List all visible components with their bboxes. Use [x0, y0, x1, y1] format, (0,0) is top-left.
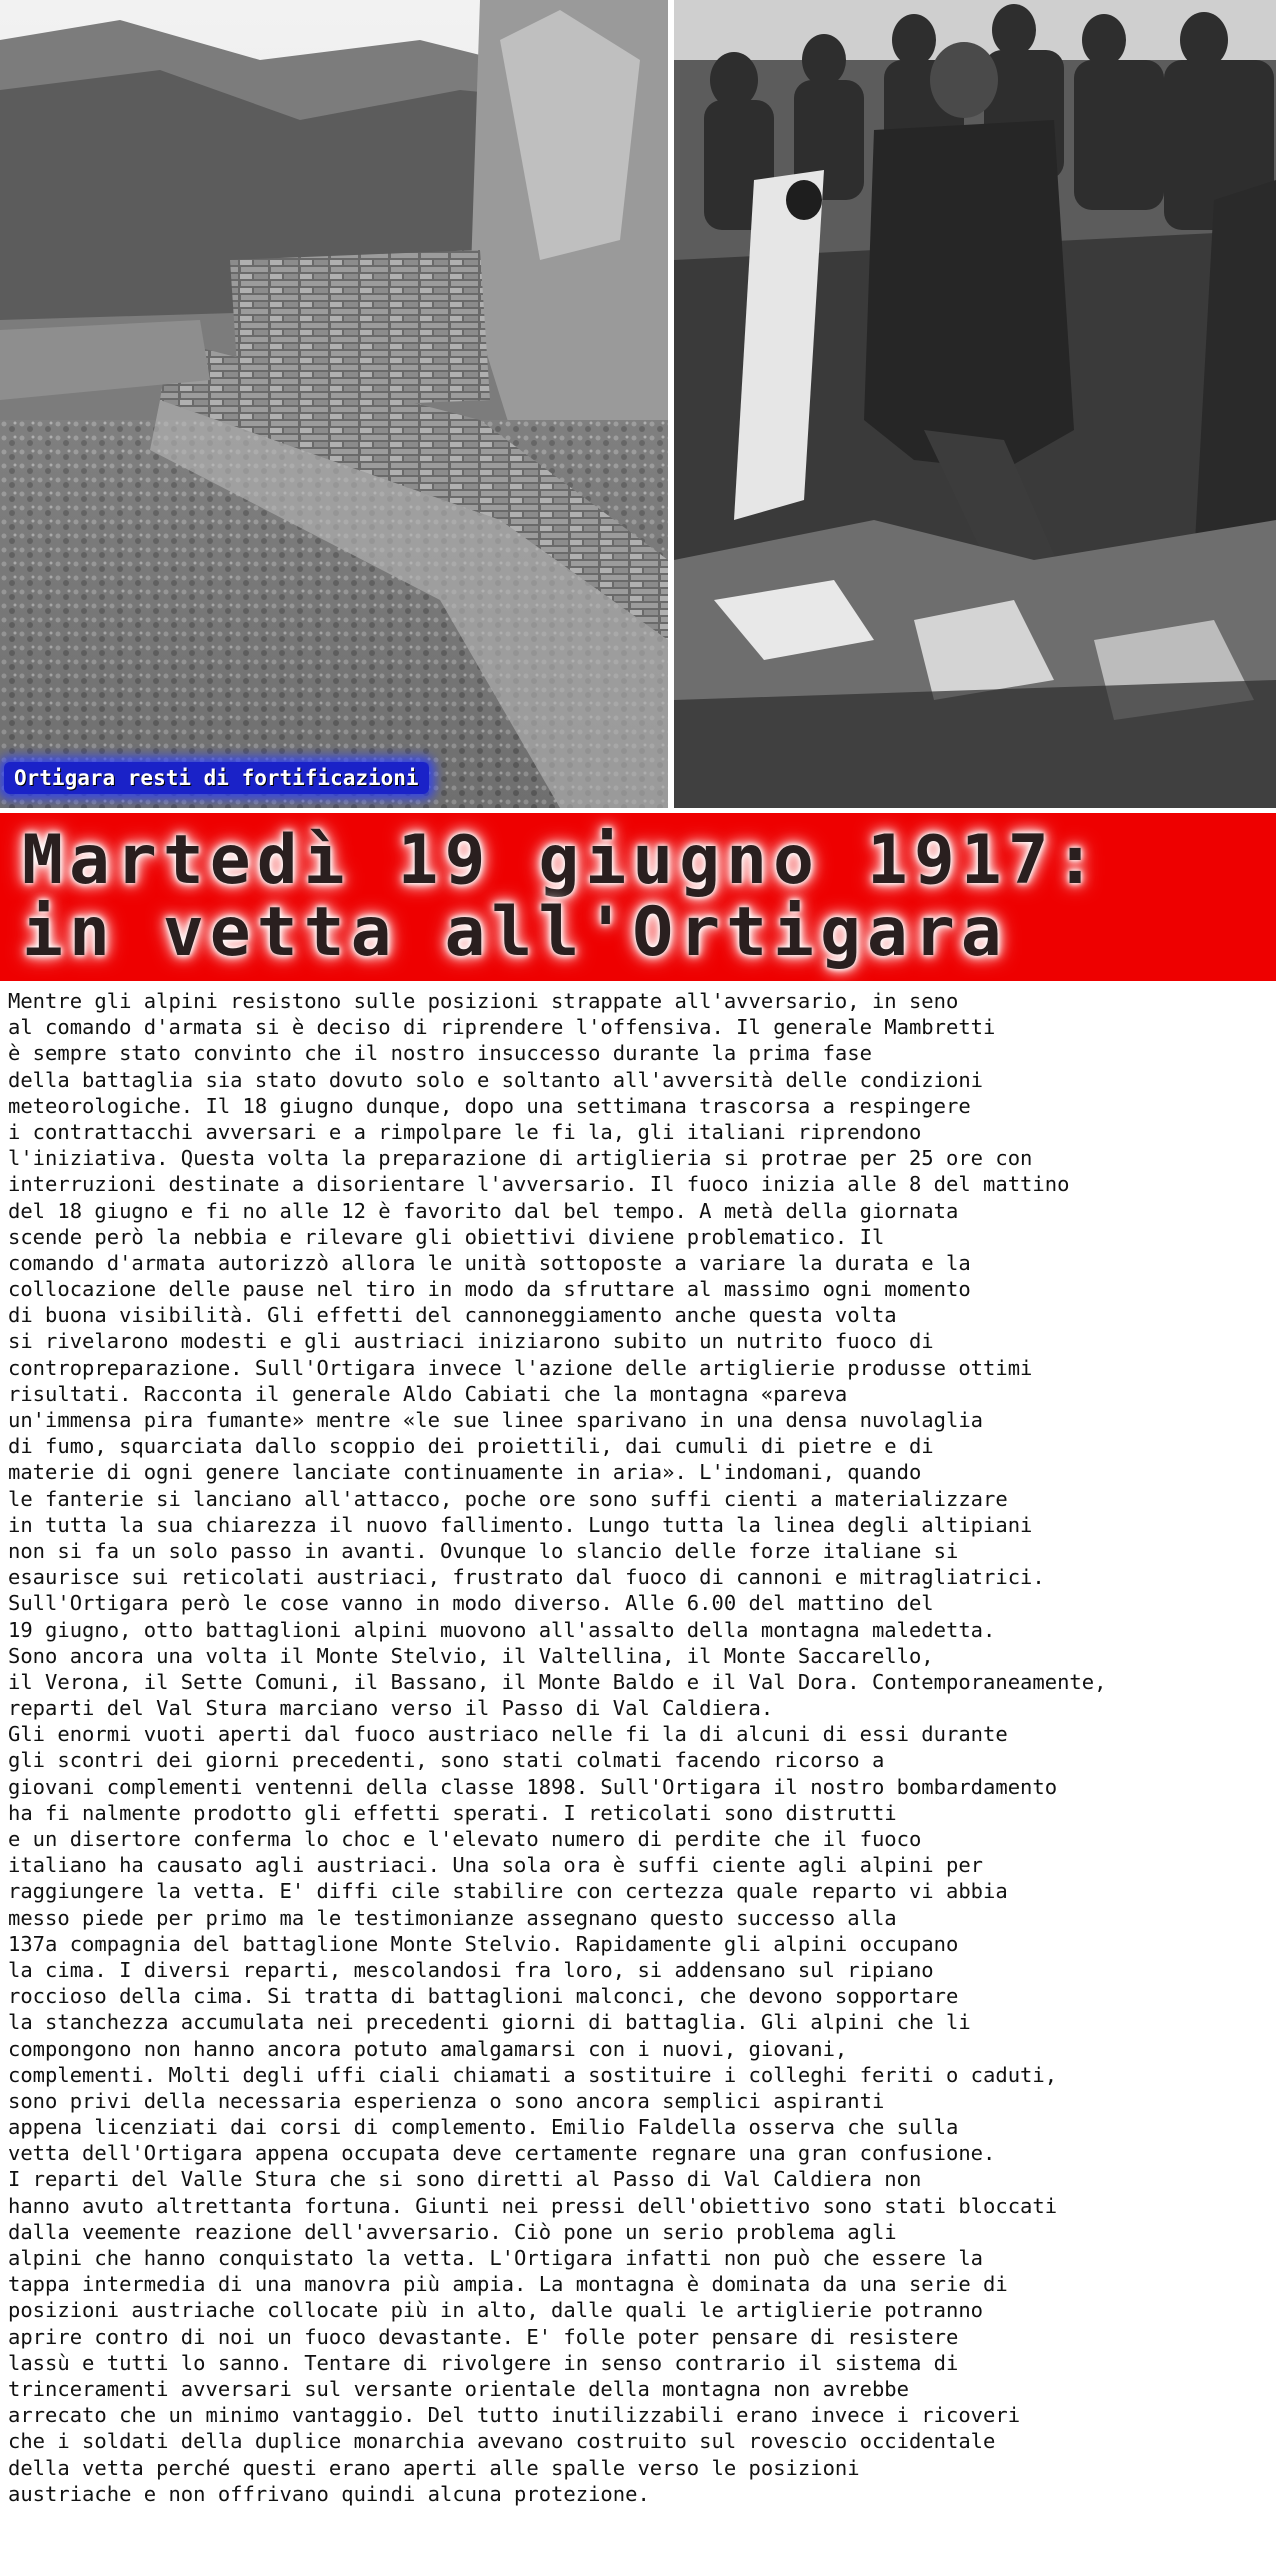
article-line: alpini che hanno conquistato la vetta. L'Ortigara infatti non può che essere la [8, 2246, 984, 2270]
article-line: meteorologiche. Il 18 giugno dunque, dopo una settimana trascorsa a respingere [8, 1093, 971, 1118]
article-line: giovani complementi ventenni della classe 1898. Sull'Ortigara il nostro bombardamento [8, 1774, 1058, 1799]
article-line: collocazione delle pause nel tiro in modo da sfruttare al massimo ogni momento [8, 1277, 971, 1302]
article-line: italiano ha causato agli austriaci. Una sola ora è suffi ciente agli alpini per [8, 1853, 984, 1878]
article-line: aprire contro di noi un fuoco devastante. E' folle poter pensare di resistere [8, 2324, 959, 2349]
article-line: hanno avuto altrettanta fortuna. Giunti nei pressi dell'obiettivo sono stati bloccati [8, 2193, 1058, 2218]
article-line: si rivelarono modesti e gli austriaci iniziarono subito un nutrito fuoco di [8, 1329, 934, 1354]
article-line: non si fa un solo passo in avanti. Ovunque lo slancio delle forze italiane si [8, 1538, 959, 1563]
article-line: ha fi nalmente prodotto gli effetti sperati. I reticolati sono distrutti [8, 1800, 897, 1825]
article-line: i contrattacchi avversari e a rimpolpare le fi la, gli italiani riprendono [8, 1119, 922, 1144]
photo-caption: Ortigara resti di fortificazioni [4, 762, 429, 794]
article-line: e un disertore conferma lo choc e l'elevato numero di perdite che il fuoco [8, 1827, 922, 1851]
article-line: scende però la nebbia e rilevare gli obiettivi diviene problematico. Il [8, 1224, 885, 1249]
article-line: trinceramenti avversari sul versante orientale della montagna non avrebbe [8, 2376, 909, 2401]
article-line: al comando d'armata si è deciso di riprendere l'offensiva. Il generale Mambretti [8, 1015, 996, 1040]
article-line: austriache e non offrivano quindi alcuna protezione. [8, 2481, 650, 2506]
article-line: sono privi della necessaria esperienza o sono ancora semplici aspiranti [8, 2088, 885, 2113]
article-line: messo piede per primo ma le testimonianze assegnano questo successo alla [8, 1905, 897, 1930]
article-line: complementi. Molti degli uffi ciali chiamati a sostituire i colleghi feriti o caduti, [8, 2062, 1058, 2087]
article-line: contropreparazione. Sull'Ortigara invece l'azione delle artiglierie produsse ottimi [8, 1355, 1033, 1380]
article-line: compongono non hanno ancora potuto amalgamarsi con i nuovi, giovani, [8, 2036, 848, 2061]
article-line: posizioni austriache collocate più in alto, dalle quali le artiglierie potranno [8, 2298, 984, 2323]
article-line: la stanchezza accumulata nei precedenti giorni di battaglia. Gli alpini che li [8, 2010, 971, 2035]
article-line: esaurisce sui reticolati austriaci, frustrato dal fuoco di cannoni e mitragliatrici. [8, 1565, 1045, 1590]
soldiers-mass-photo [674, 0, 1276, 808]
article-line: l'iniziativa. Questa volta la preparazione di artiglieria si protrae per 25 ore con [8, 1146, 1033, 1171]
article-line: reparti del Val Stura marciano verso il Passo di Val Caldiera. [8, 1696, 774, 1721]
fortification-ruins-image [0, 0, 668, 808]
article-line: un'immensa pira fumante» mentre «le sue linee sparivano in una densa nuvolaglia [8, 1408, 984, 1432]
article-line: lassù e tutti lo sanno. Tentare di rivolgere in senso contrario il sistema di [8, 2350, 959, 2375]
article-line: Mentre gli alpini resistono sulle posizioni strappate all'avversario, in seno [8, 989, 959, 1013]
article-line: gli scontri dei giorni precedenti, sono stati colmati facendo ricorso a [8, 1748, 885, 1773]
article-line: roccioso della cima. Si tratta di battaglioni malconci, che devono sopportare [8, 1984, 959, 2009]
article-line: che i soldati della duplice monarchia avevano costruito sul rovescio occidentale [8, 2429, 996, 2454]
article-line: è sempre stato convinto che il nostro insuccesso durante la prima fase [8, 1041, 872, 1066]
photo-strip [0, 0, 1276, 808]
article-line: comando d'armata autorizzò allora le unità sottoposte a variare la durata e la [8, 1250, 971, 1275]
article-line: le fanterie si lanciano all'attacco, poche ore sono suffi cienti a materializzare [8, 1486, 1008, 1511]
article-line: interruzioni destinate a disorientare l'avversario. Il fuoco inizia alle 8 del mattino [8, 1172, 1070, 1197]
article-line: 137a compagnia del battaglione Monte Stelvio. Rapidamente gli alpini occupano [8, 1931, 959, 1956]
article-line: risultati. Racconta il generale Aldo Cabiati che la montagna «pareva [8, 1381, 848, 1406]
article-line: 19 giugno, otto battaglioni alpini muovono all'assalto della montagna maledetta. [8, 1617, 996, 1642]
article-line: Gli enormi vuoti aperti dal fuoco austriaco nelle fi la di alcuni di essi durante [8, 1722, 1008, 1747]
title-line-1: Martedì 19 giugno 1917: [22, 821, 1102, 900]
article-line: di buona visibilità. Gli effetti del cannoneggiamento anche questa volta [8, 1303, 897, 1328]
title-banner [0, 813, 1276, 981]
article-line: in tutta la sua chiarezza il nuovo fallimento. Lungo tutta la linea degli altipiani [8, 1512, 1033, 1537]
article-body [8, 988, 1270, 2507]
article-line: Sull'Ortigara però le cose vanno in modo diverso. Alle 6.00 del mattino del [8, 1591, 934, 1616]
article-line: di fumo, squarciata dallo scoppio dei proiettili, dai cumuli di pietre e di [8, 1434, 934, 1459]
soldiers-mass-image [674, 0, 1276, 808]
article-line: appena licenziati dai corsi di complemento. Emilio Faldella osserva che sulla [8, 2115, 959, 2140]
article-line: Sono ancora una volta il Monte Stelvio, il Valtellina, il Monte Saccarello, [8, 1643, 934, 1668]
article-line: materie di ogni genere lanciate continuamente in aria». L'indomani, quando [8, 1460, 922, 1485]
article-line: il Verona, il Sette Comuni, il Bassano, il Monte Baldo e il Val Dora. Contemporaneamente, [8, 1669, 1107, 1694]
title-line-2: in vetta all'Ortigara [22, 893, 1008, 972]
article-line: della vetta perché questi erano aperti alle spalle verso le posizioni [8, 2455, 860, 2480]
article-line: dalla veemente reazione dell'avversario. Ciò pone un serio problema agli [8, 2219, 897, 2244]
article-line: la cima. I diversi reparti, mescolandosi fra loro, si addensano sul ripiano [8, 1957, 934, 1982]
fortification-ruins-photo [0, 0, 668, 808]
article-line: I reparti del Valle Stura che si sono diretti al Passo di Val Caldiera non [8, 2167, 922, 2192]
article-line: tappa intermedia di una manovra più ampia. La montagna è dominata da una serie di [8, 2272, 1008, 2297]
article-line: vetta dell'Ortigara appena occupata deve certamente regnare una gran confusione. [8, 2141, 996, 2166]
article-line: del 18 giugno e fi no alle 12 è favorito dal bel tempo. A metà della giornata [8, 1198, 959, 1223]
article-line: raggiungere la vetta. E' diffi cile stabilire con certezza quale reparto vi abbia [8, 1879, 1008, 1904]
article-line: arrecato che un minimo vantaggio. Del tutto inutilizzabili erano invece i ricoveri [8, 2403, 1021, 2428]
article-line: della battaglia sia stato dovuto solo e soltanto all'avversità delle condizioni [8, 1067, 984, 1092]
